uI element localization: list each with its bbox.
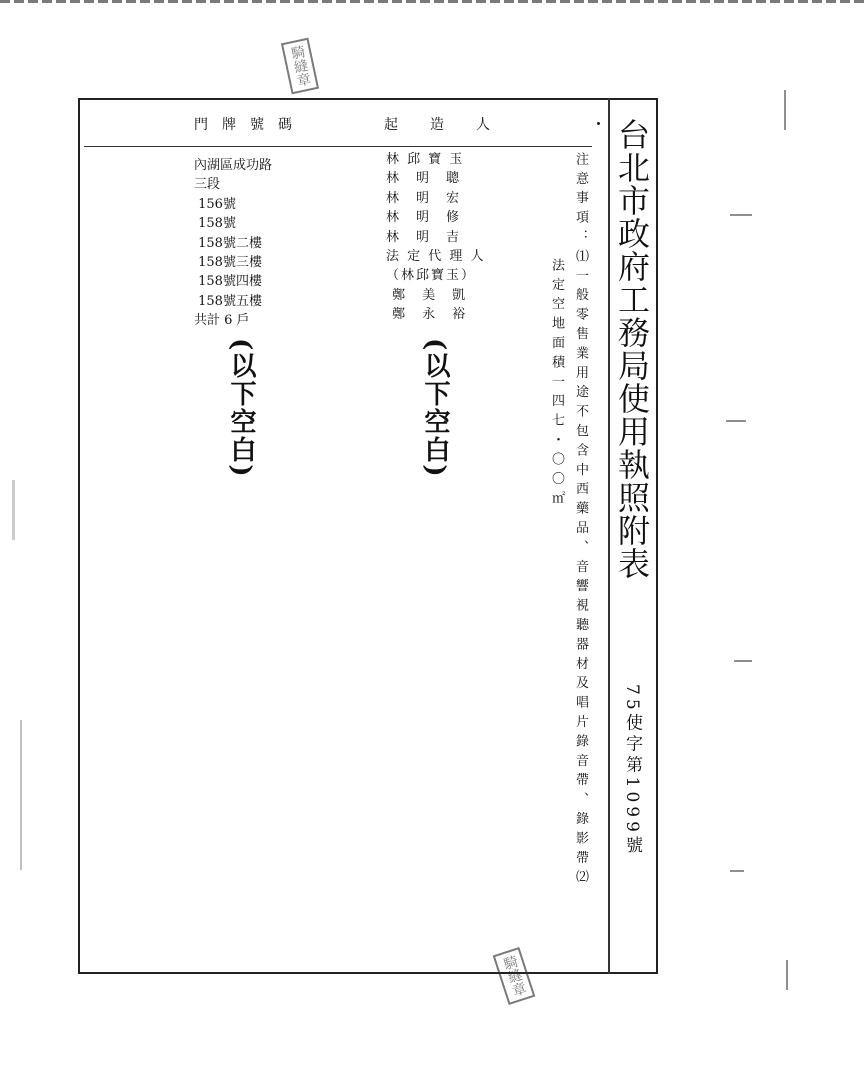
scan-mark	[734, 660, 752, 662]
owner-line: （林邱寶玉）	[386, 268, 477, 284]
address-line: 共計 6 戶	[194, 313, 250, 329]
address-column	[194, 156, 272, 331]
owner-column	[386, 150, 486, 325]
address-line: 內湖區成功路	[194, 158, 273, 173]
address-line: 158號	[194, 216, 236, 232]
scan-mark	[12, 480, 15, 540]
owner-line: 林 明 修	[386, 210, 462, 226]
address-line: 158號三樓	[194, 255, 262, 271]
address-line: 158號二樓	[194, 235, 262, 251]
address-line: 三段	[194, 177, 221, 193]
owner-line: 法 定 代 理 人	[386, 249, 486, 265]
blank-note-right: (以下空白)	[420, 338, 450, 479]
permit-number: 75使字第1099號	[622, 684, 642, 857]
owner-line: 鄭 永 裕	[386, 307, 468, 323]
seal-stamp-top: 騎縫章	[281, 38, 319, 95]
owner-line: 林 明 宏	[386, 190, 462, 206]
title-separator	[608, 98, 610, 974]
scan-mark	[20, 720, 22, 870]
form-title: 台北市政府工務局使用執照附表	[613, 118, 651, 580]
address-line: 158號四樓	[194, 274, 262, 290]
scan-mark	[730, 214, 752, 216]
header-address: 門牌號碼	[194, 117, 306, 133]
scan-mark	[784, 90, 786, 130]
notes-text: 注意事項：⑴一般零售業用途不包含中西藥品、音響視聽器材及唱片錄音帶、錄影帶⑵	[573, 152, 588, 890]
scan-mark	[730, 870, 744, 872]
address-line: 156號	[194, 196, 236, 212]
owner-line: 林 邱 寶 玉	[386, 152, 465, 167]
seal-stamp-bottom: 騎縫章	[493, 947, 536, 1005]
header-rule	[84, 146, 592, 147]
scan-edge	[0, 0, 864, 3]
header-dot	[597, 122, 600, 125]
area-text: 法定空地面積一四七・〇〇㎡	[549, 258, 564, 511]
scan-mark	[726, 420, 746, 422]
owner-line: 林 明 吉	[386, 229, 462, 245]
header-owner: 起造人	[384, 117, 522, 133]
scan-mark	[786, 960, 788, 990]
blank-note-left: (以下空白)	[226, 338, 256, 479]
address-line: 158號五樓	[194, 293, 262, 309]
owner-line: 林 明 聰	[386, 171, 462, 187]
owner-line: 鄭 美 凱	[386, 287, 468, 303]
